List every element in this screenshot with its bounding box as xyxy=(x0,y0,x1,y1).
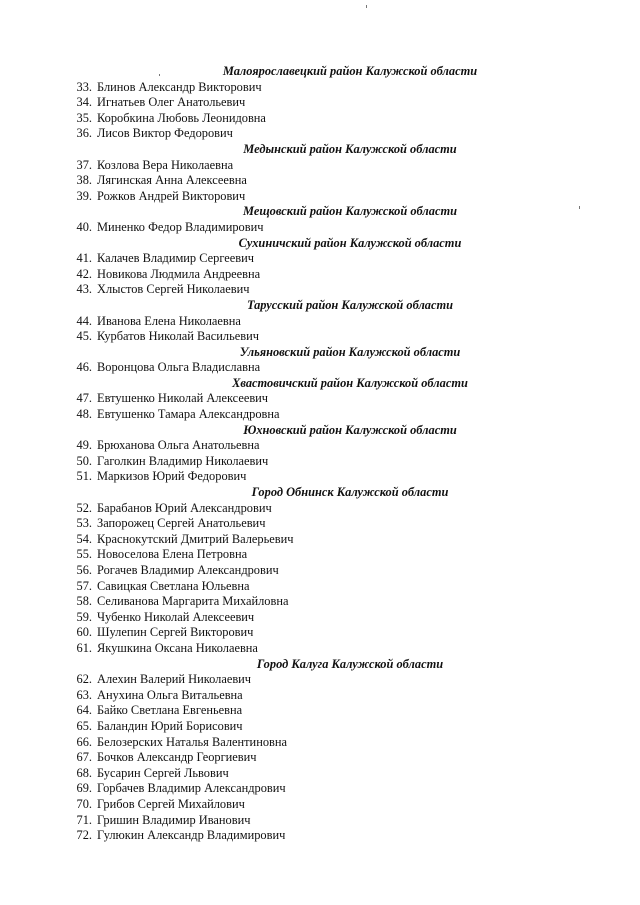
person-name: Блинов Александр Викторович xyxy=(97,79,262,94)
list-item xyxy=(60,251,600,267)
person-name: Чубенко Николай Алексеевич xyxy=(97,609,255,624)
item-number: 36. xyxy=(76,126,92,141)
person-name: Алехин Валерий Николаевич xyxy=(97,672,252,687)
person-name: Маркизов Юрий Федорович xyxy=(97,469,247,484)
list-item xyxy=(60,579,600,595)
item-number: 34. xyxy=(76,95,92,110)
list-item xyxy=(60,516,600,532)
list-item xyxy=(60,282,600,298)
list-item xyxy=(60,80,600,96)
item-number: 59. xyxy=(76,609,92,624)
list-item xyxy=(60,610,600,626)
item-number: 41. xyxy=(76,251,92,266)
item-number: 37. xyxy=(76,157,92,172)
list-item xyxy=(60,641,600,657)
section-heading: Юхновский район Калужской области xyxy=(243,422,457,437)
item-number: 57. xyxy=(76,578,92,593)
list-item xyxy=(60,594,600,610)
person-name: Байко Светлана Евгеньевна xyxy=(97,703,243,718)
list-item xyxy=(60,625,600,641)
person-name: Грибов Сергей Михайлович xyxy=(97,796,245,811)
list-item xyxy=(60,547,600,563)
list-item xyxy=(60,360,600,376)
item-number: 47. xyxy=(76,391,92,406)
item-number: 38. xyxy=(76,173,92,188)
item-number: 62. xyxy=(76,672,92,687)
person-name: Курбатов Николай Васильевич xyxy=(97,329,259,344)
person-name: Новикова Людмила Андреевна xyxy=(97,266,261,281)
item-number: 53. xyxy=(76,516,92,531)
section-heading: Хвастовичский район Калужской области xyxy=(232,375,468,390)
list-item xyxy=(60,267,600,283)
list-item xyxy=(60,111,600,127)
item-number: 33. xyxy=(76,79,92,94)
person-name: Хлыстов Сергей Николаевич xyxy=(97,282,250,297)
item-number: 68. xyxy=(76,765,92,780)
item-number: 71. xyxy=(76,812,92,827)
item-number: 51. xyxy=(76,469,92,484)
person-name: Рогачев Владимир Александрович xyxy=(97,563,279,577)
list-item xyxy=(60,750,600,766)
item-number: 49. xyxy=(76,438,92,453)
person-name: Селиванова Маргарита Михайловна xyxy=(97,594,289,609)
item-number: 65. xyxy=(76,718,92,733)
person-name: Воронцова Ольга Владиславна xyxy=(97,360,261,375)
item-number: 44. xyxy=(76,313,92,328)
person-name: Якушкина Оксана Николаевна xyxy=(97,640,258,655)
section-heading: Малоярославецкий район Калужской области xyxy=(222,64,478,78)
item-number: 58. xyxy=(76,594,92,609)
person-name: Краснокутский Дмитрий Валерьевич xyxy=(97,531,294,546)
item-number: 39. xyxy=(76,188,92,203)
person-name: Игнатьев Олег Анатольевич xyxy=(97,95,246,110)
list-item xyxy=(60,735,600,751)
name-list xyxy=(60,64,600,844)
person-name: Евтушенко Тамара Александровна xyxy=(97,407,280,422)
person-name: Брюханова Ольга Анатольевна xyxy=(97,438,260,453)
list-item xyxy=(60,454,600,470)
person-name: Иванова Елена Николаевна xyxy=(97,313,241,328)
item-number: 69. xyxy=(76,781,92,796)
list-item xyxy=(60,501,600,517)
item-number: 61. xyxy=(76,640,92,655)
list-item xyxy=(60,469,600,485)
person-name: Гулюкин Александр Владимирович xyxy=(97,828,286,843)
section-heading: Мещовский район Калужской области xyxy=(243,204,457,219)
item-number: 46. xyxy=(76,360,92,375)
item-number: 72. xyxy=(76,828,92,843)
list-item xyxy=(60,688,600,704)
person-name: Миненко Федор Владимирович xyxy=(97,219,264,234)
item-number: 48. xyxy=(76,407,92,422)
item-number: 40. xyxy=(76,219,92,234)
item-number: 45. xyxy=(76,329,92,344)
list-item xyxy=(60,407,600,423)
person-name: Новоселова Елена Петровна xyxy=(97,547,248,562)
list-item xyxy=(60,813,600,829)
list-item xyxy=(60,314,600,330)
person-name: Лисов Виктор Федорович xyxy=(97,126,233,141)
list-item xyxy=(60,220,600,236)
item-number: 64. xyxy=(76,703,92,718)
list-item xyxy=(60,95,600,111)
list-item xyxy=(60,563,600,579)
item-number: 60. xyxy=(76,625,92,640)
item-number: 67. xyxy=(76,750,92,765)
person-name: Калачев Владимир Сергеевич xyxy=(97,251,254,266)
item-number: 56. xyxy=(76,563,92,577)
person-name: Гаголкин Владимир Николаевич xyxy=(97,453,269,468)
list-item xyxy=(60,781,600,797)
person-name: Бусарин Сергей Львович xyxy=(97,765,229,780)
person-name: Лягинская Анна Алексеевна xyxy=(97,173,247,188)
list-item xyxy=(60,703,600,719)
section-heading: Ульяновский район Калужской области xyxy=(239,344,461,359)
section-heading: Медынский район Калужской области xyxy=(243,141,457,156)
person-name: Бочков Александр Георгиевич xyxy=(97,750,257,765)
list-item xyxy=(60,391,600,407)
person-name: Евтушенко Николай Алексеевич xyxy=(97,391,269,406)
item-number: 70. xyxy=(76,796,92,811)
list-item xyxy=(60,766,600,782)
section-heading: Сухиничский район Калужской области xyxy=(238,235,462,250)
person-name: Рожков Андрей Викторович xyxy=(97,188,246,203)
section-heading: Тарусский район Калужской области xyxy=(246,297,454,312)
section-heading: Город Обнинск Калужской области xyxy=(251,485,449,500)
list-item xyxy=(60,438,600,454)
person-name: Горбачев Владимир Александрович xyxy=(97,781,286,796)
list-item xyxy=(60,329,600,345)
list-item xyxy=(60,189,600,205)
scan-speck xyxy=(366,5,367,8)
item-number: 35. xyxy=(76,110,92,125)
list-item xyxy=(60,672,600,688)
item-number: 43. xyxy=(76,282,92,297)
list-item xyxy=(60,828,600,844)
item-number: 55. xyxy=(76,547,92,562)
item-number: 54. xyxy=(76,531,92,546)
person-name: Козлова Вера Николаевна xyxy=(97,157,234,172)
item-number: 42. xyxy=(76,266,92,281)
item-number: 52. xyxy=(76,500,92,515)
person-name: Анухина Ольга Витальевна xyxy=(97,687,243,702)
item-number: 63. xyxy=(76,687,92,702)
person-name: Гришин Владимир Иванович xyxy=(97,812,251,827)
item-number: 66. xyxy=(76,734,92,749)
person-name: Барабанов Юрий Александрович xyxy=(97,500,272,515)
list-item xyxy=(60,532,600,548)
person-name: Шулепин Сергей Викторович xyxy=(97,625,254,640)
list-item xyxy=(60,173,600,189)
list-item xyxy=(60,719,600,735)
section-heading: Город Калуга Калужской области xyxy=(256,656,444,671)
person-name: Запорожец Сергей Анатольевич xyxy=(97,516,266,531)
person-name: Коробкина Любовь Леонидовна xyxy=(97,110,266,125)
person-name: Баландин Юрий Борисович xyxy=(97,718,243,733)
person-name: Белозерских Наталья Валентиновна xyxy=(97,734,287,749)
item-number: 50. xyxy=(76,453,92,468)
list-item xyxy=(60,158,600,174)
person-name: Савицкая Светлана Юльевна xyxy=(97,578,250,593)
list-item xyxy=(60,797,600,813)
list-item xyxy=(60,126,600,142)
